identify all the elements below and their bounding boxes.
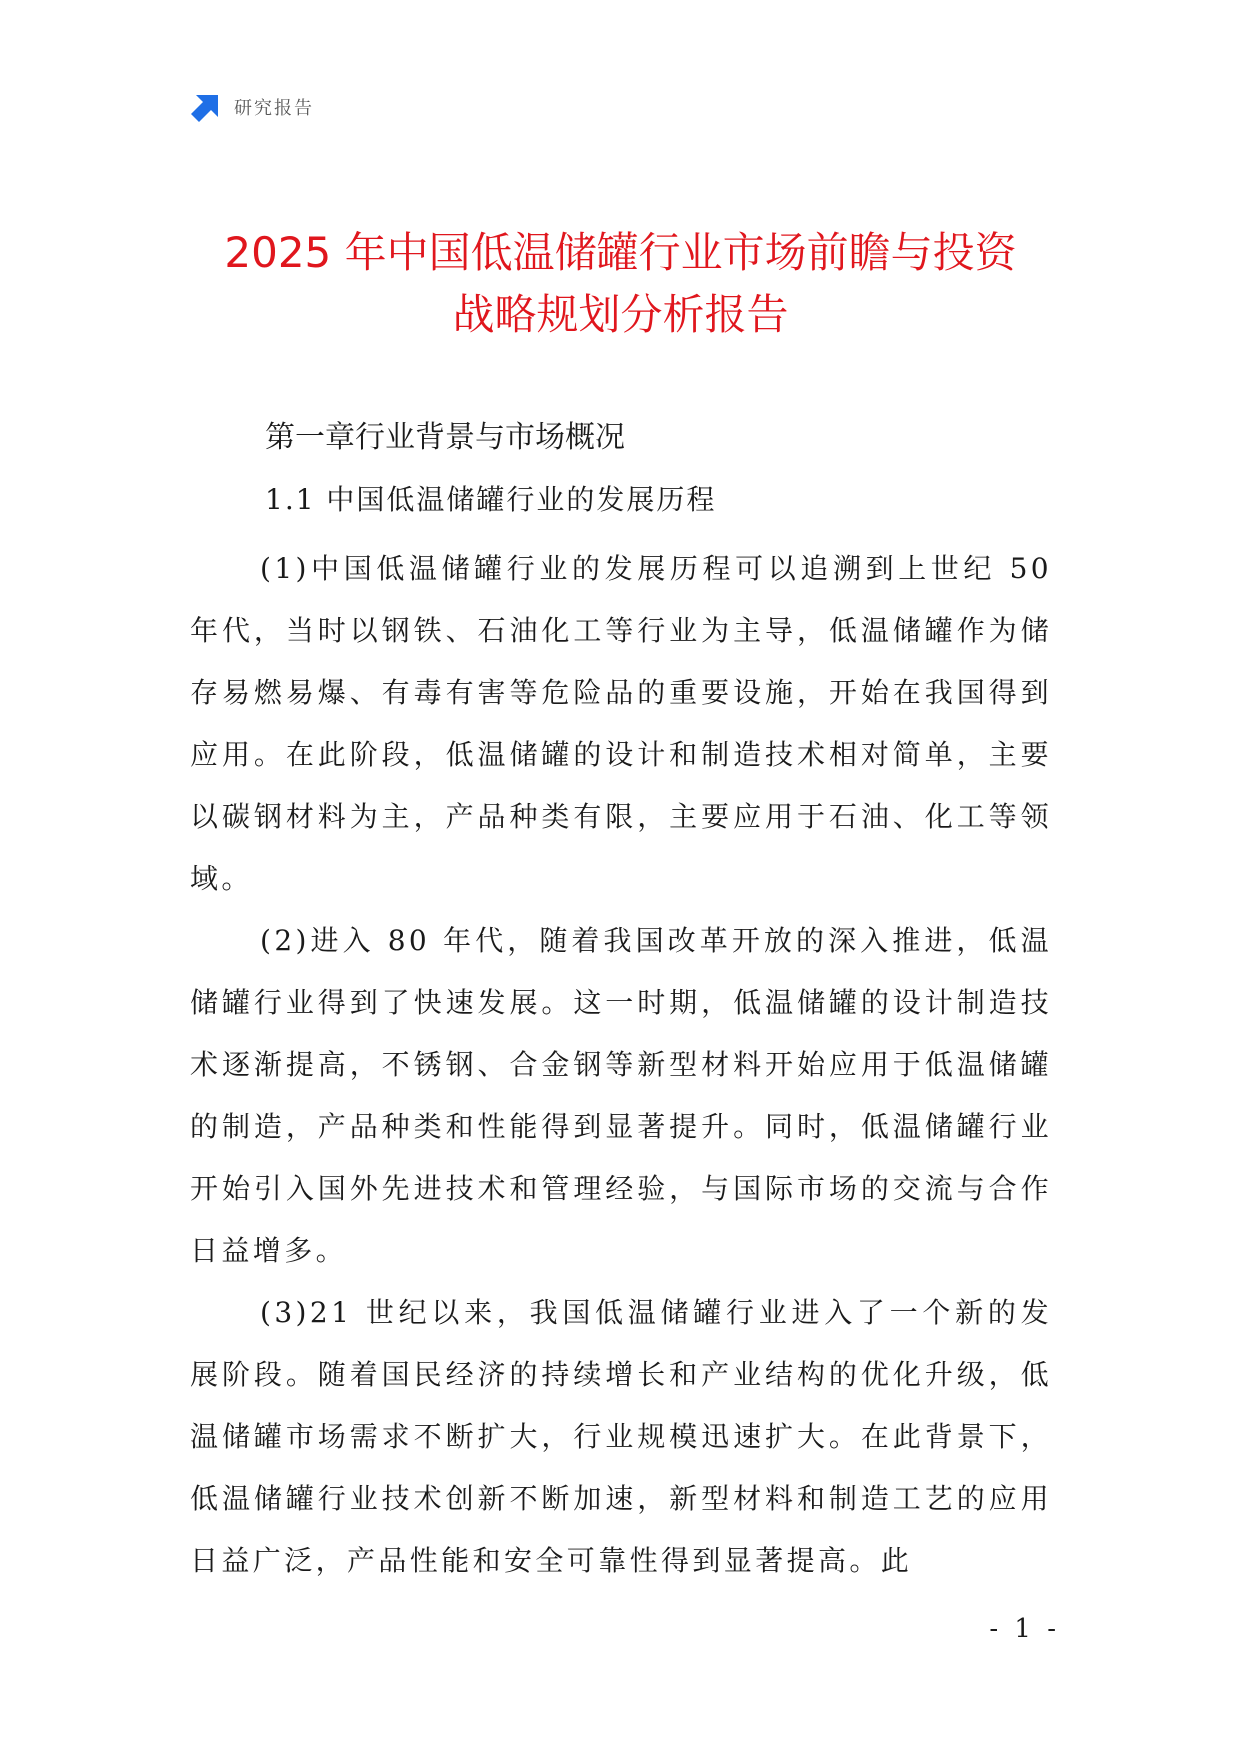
body-text: [190, 538, 1052, 1592]
page-number: - 1 -: [989, 1614, 1060, 1644]
arrow-up-right-icon: [190, 91, 222, 123]
report-title-line-1: 2025 年中国低温储罐行业市场前瞻与投资: [224, 228, 1017, 277]
paragraph-1: (1)中国低温储罐行业的发展历程可以追溯到上世纪 50 年代，当时以钢铁、石油化工等行业为主导，低温储罐作为储存易燃易爆、有毒有害等危险品的重要设施，开始在我国得到应用。在此阶段，低温储罐的设计和制造技术相对简单，主要以碳钢材料为主，产品种类有限，主要应用于石油、化工等领域。: [190, 552, 1052, 895]
header: [190, 90, 314, 124]
paragraph-2: (2)进入 80 年代，随着我国改革开放的深入推进，低温储罐行业得到了快速发展。这一时期，低温储罐的设计制造技术逐渐提高，不锈钢、合金钢等新型材料开始应用于低温储罐的制造，产品种类和性能得到显著提升。同时，低温储罐行业开始引入国外先进技术和管理经验，与国际市场的交流与合作日益增多。: [190, 924, 1052, 1267]
section-heading: 1.1 中国低温储罐行业的发展历程: [265, 483, 717, 516]
report-title: [190, 222, 1051, 346]
chapter-heading: 第一章行业背景与市场概况: [265, 420, 625, 455]
paragraph-3: (3)21 世纪以来，我国低温储罐行业进入了一个新的发展阶段。随着国民经济的持续增长和产业结构的优化升级，低温储罐市场需求不断扩大，行业规模迅速扩大。在此背景下，低温储罐行业技术创新不断加速，新型材料和制造工艺的应用日益广泛，产品性能和安全可靠性得到显著提高。此: [190, 1296, 1052, 1577]
header-label: 研究报告: [234, 98, 314, 119]
report-title-line-2: 战略规划分析报告: [452, 290, 789, 339]
